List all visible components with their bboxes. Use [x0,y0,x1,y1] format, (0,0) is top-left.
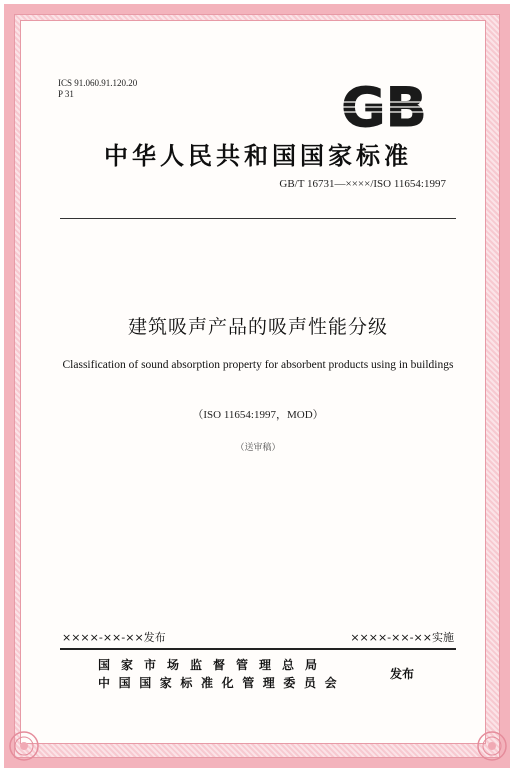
issuer-line-2: 中国国家标准化管理委员会 [98,676,346,690]
standard-number: GB/T 16731—××××/ISO 11654:1997 [279,178,446,190]
header-divider [60,218,456,219]
document-title-cn: 建筑吸声产品的吸声性能分级 [127,316,388,338]
issuer-line-1: 国家市场监督管理总局 [98,658,329,672]
publish-label: 发布 [390,667,415,681]
issue-date: ××××-××-××发布 [62,631,166,644]
footer-divider [60,648,456,650]
national-standard-title: 中华人民共和国国家标准 [104,142,412,170]
iso-reference: （ISO 11654:1997，MOD） [192,409,324,421]
ics-code: ICS 91.060.91.120.20 [58,78,138,88]
draft-note: （送审稿） [235,443,281,453]
corner-rosette-icon [466,720,510,764]
implementation-date: ××××-××-××实施 [350,631,454,644]
corner-rosette-icon [6,720,50,764]
ccs-code: P 31 [58,89,74,99]
classification-codes [58,78,137,100]
gb-logo-text: GB [341,80,427,134]
gb-logo-icon [336,80,432,134]
document-title-en: Classification of sound absorption property for absorbent products using in buildings [62,359,454,371]
